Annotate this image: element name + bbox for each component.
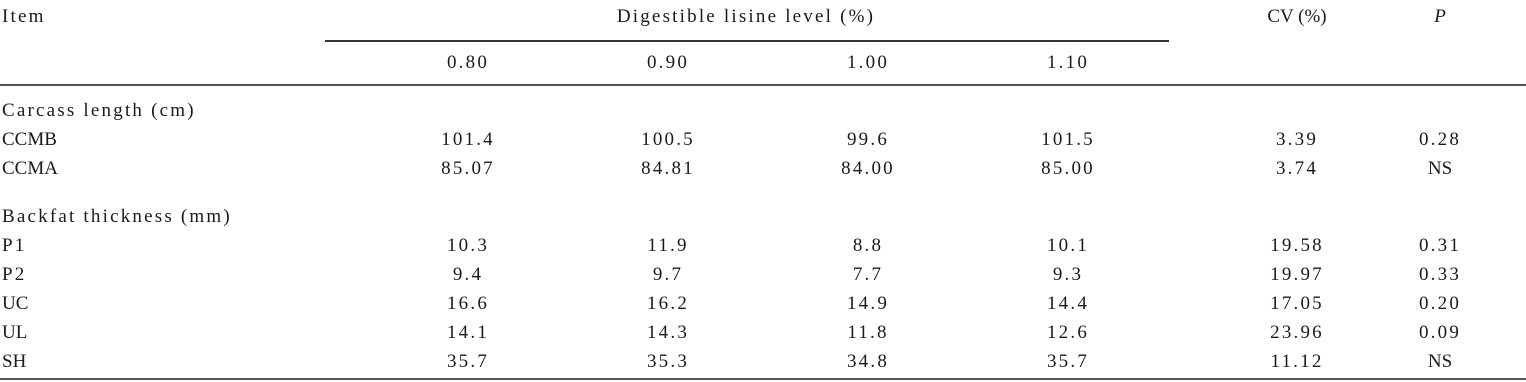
cell-p: NS — [1427, 351, 1453, 372]
cell: 9.4 — [452, 264, 484, 285]
cell: 7.7 — [852, 264, 884, 285]
cell: 99.6 — [846, 129, 890, 150]
header-cv: CV (%) — [1267, 6, 1327, 27]
cell: 14.3 — [646, 322, 690, 343]
cell: 35.7 — [1046, 351, 1090, 372]
cell: 10.1 — [1046, 235, 1090, 256]
cell: 10.3 — [446, 235, 490, 256]
cell-cv: 19.58 — [1270, 235, 1324, 256]
cell-p: 0.20 — [1418, 293, 1462, 314]
cell-p: 0.28 — [1418, 129, 1462, 150]
cell: 84.81 — [641, 158, 695, 179]
cell: 11.9 — [647, 235, 689, 256]
cell: 12.6 — [1046, 322, 1090, 343]
row-label: CCMA — [2, 158, 58, 179]
row-label: CCMB — [2, 129, 57, 150]
header-item: Item — [2, 6, 46, 27]
cell: 14.4 — [1046, 293, 1090, 314]
cell: 14.9 — [846, 293, 890, 314]
row-label: UL — [2, 322, 28, 343]
header-subrule — [325, 40, 1169, 42]
cell: 101.5 — [1041, 129, 1095, 150]
cell: 8.8 — [852, 235, 884, 256]
row-label: SH — [2, 351, 27, 372]
header-level-3: 1.10 — [1046, 52, 1090, 73]
cell-cv: 23.96 — [1270, 322, 1324, 343]
cell-cv: 3.74 — [1275, 158, 1319, 179]
row-label: UC — [2, 293, 29, 314]
cell: 16.6 — [446, 293, 490, 314]
header-p: P — [1434, 6, 1446, 27]
cell: 101.4 — [441, 129, 495, 150]
cell-cv: 3.39 — [1275, 129, 1319, 150]
cell: 9.3 — [1052, 264, 1084, 285]
header-level-2: 1.00 — [846, 52, 890, 73]
section-title: Carcass length (cm) — [2, 100, 196, 121]
row-label: P1 — [2, 235, 27, 256]
cell-p: 0.31 — [1418, 235, 1462, 256]
cell: 11.8 — [847, 322, 889, 343]
cell: 9.7 — [652, 264, 684, 285]
cell: 85.00 — [1041, 158, 1095, 179]
section-title: Backfat thickness (mm) — [2, 206, 232, 227]
cell: 35.3 — [646, 351, 690, 372]
cell-p: 0.33 — [1418, 264, 1462, 285]
header-level-1: 0.90 — [646, 52, 690, 73]
cell-cv: 17.05 — [1270, 293, 1324, 314]
cell: 35.7 — [446, 351, 490, 372]
header-level-0: 0.80 — [446, 52, 490, 73]
header-bottom-rule — [0, 84, 1526, 86]
cell-cv: 19.97 — [1270, 264, 1324, 285]
cell: 14.1 — [446, 322, 490, 343]
cell: 34.8 — [846, 351, 890, 372]
row-label: P2 — [2, 264, 27, 285]
cell: 16.2 — [646, 293, 690, 314]
cell: 84.00 — [841, 158, 895, 179]
cell: 100.5 — [641, 129, 695, 150]
header-lysine-level: Digestible lisine level (%) — [616, 6, 876, 27]
cell-p: NS — [1427, 158, 1453, 179]
table-bottom-rule — [0, 378, 1526, 380]
cell-cv: 11.12 — [1270, 351, 1324, 372]
cell-p: 0.09 — [1418, 322, 1462, 343]
cell: 85.07 — [441, 158, 495, 179]
